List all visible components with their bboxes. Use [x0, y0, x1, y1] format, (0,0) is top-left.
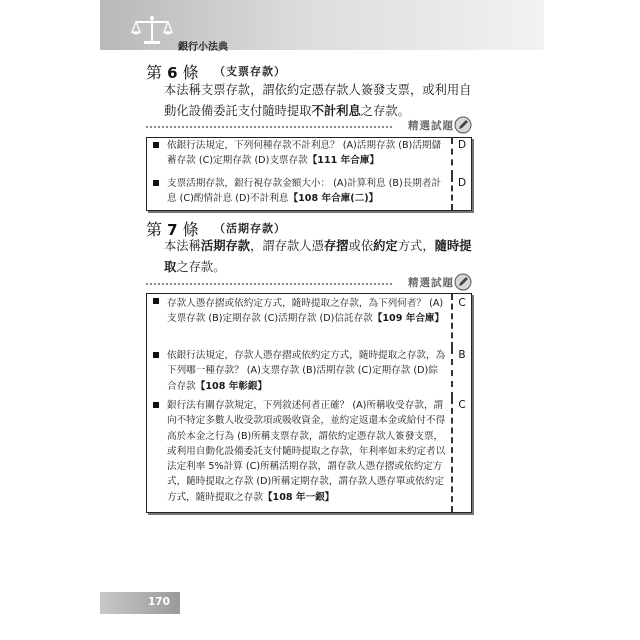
article-7-body-bold: 存摺	[323, 239, 349, 253]
article-7-body-text: 本法稱	[164, 239, 201, 253]
pencil-icon	[454, 116, 472, 134]
question-source: 【111 年合庫】	[307, 155, 380, 167]
question-body: 存款人憑存摺或依約定方式，隨時提取之存款，為下列何者？ (A)支票存款 (B)定期存款 (C)活期存款 (D)信託存款	[167, 298, 444, 325]
question-text	[147, 398, 451, 512]
article-7-prefix: 第	[146, 220, 163, 239]
article-7-question-box	[146, 293, 472, 513]
article-6-subtitle: （支票存款）	[214, 65, 286, 78]
question-source: 【108 年彰銀】	[195, 380, 268, 392]
question-text	[147, 294, 451, 348]
question-source: 【109 年合庫】	[372, 313, 445, 325]
article-7-badge: 精選試題	[408, 277, 454, 289]
question-row	[147, 398, 471, 512]
article-7-body-text: 或依	[348, 239, 374, 253]
question-text	[147, 138, 451, 176]
article-6-body-text-2: 之存款。	[360, 104, 410, 118]
article-6-suffix: 條	[182, 63, 199, 82]
answer-label: D	[451, 138, 471, 176]
question-source: 【108 年一銀】	[262, 491, 335, 503]
article-7-subtitle: （活期存款）	[214, 222, 286, 235]
pencil-icon	[454, 273, 472, 291]
article-7-body-text: 方式，	[397, 239, 435, 253]
article-6-body-bold: 不計利息	[311, 104, 361, 118]
article-6-badge-row	[146, 119, 472, 133]
header-title: 銀行小法典	[178, 42, 228, 53]
article-7-body-text: 之存款。	[176, 260, 226, 274]
article-7-body-bold: 隨時提取	[164, 239, 472, 274]
question-body: 依銀行法規定，下列何種存款不計利息？ (A)活期存款 (B)活期儲蓄存款 (C)定期存款 (D)支票存款	[167, 140, 442, 167]
article-7-suffix: 條	[182, 220, 199, 239]
article-6-prefix: 第	[146, 63, 163, 82]
dotted-divider	[146, 283, 392, 285]
article-7-body-text: ，謂存款人憑	[250, 239, 324, 253]
article-6-body-text-1: 本法稱支票存款，謂依約定憑存款人簽發支票，或利用自動化設備委託支付隨時提取	[164, 83, 472, 118]
question-body: 支票活期存款，銀行視存款金額大小： (A)計算利息 (B)長期者計息 (C)酌情計息 (D)不計利息	[167, 178, 442, 205]
article-6-body	[164, 80, 476, 122]
scale-icon	[130, 14, 174, 46]
question-source: 【108 年合庫(二)】	[288, 193, 379, 205]
question-row	[147, 176, 471, 210]
article-7-body-bold: 活期存款	[200, 239, 251, 253]
answer-label: C	[451, 294, 471, 348]
question-body: 銀行法有關存款規定，下列敘述何者正確？ (A)所稱收受存款，謂向不特定多數人收受款項或吸收資金，並約定返還本金或給付不得高於本金之行為 (B)所稱支票存款，謂依約定憑存款人簽發支票，或利用自動化設備委託支付隨時提取之存款，年利率如未約定者以法定利率 5%計算 (C)所稱活期存款，謂存款人憑存摺或依約定方式，隨時提取之存款 (D)所稱定期存款，謂存款人憑存單或依約定方式，隨時提取之存款	[167, 400, 446, 503]
question-text	[147, 176, 451, 210]
question-row	[147, 294, 471, 348]
answer-label: D	[451, 176, 471, 210]
answer-label: C	[451, 398, 471, 512]
page-number: 170	[148, 596, 170, 608]
article-7-badge-row	[146, 276, 472, 290]
dotted-divider	[146, 126, 392, 128]
article-7-body	[164, 236, 476, 278]
article-6-question-box	[146, 137, 472, 211]
article-6-number: 6	[167, 64, 178, 82]
answer-label: B	[451, 348, 471, 398]
article-7-number: 7	[167, 221, 178, 239]
question-body: 依銀行法規定，存款人憑存摺或依約定方式，隨時提取之存款，為下列哪一種存款？ (A)支票存款 (B)活期存款 (C)定期存款 (D)綜合存款	[167, 350, 446, 392]
article-7-body-bold: 約定	[373, 239, 398, 253]
question-text	[147, 348, 451, 398]
question-row	[147, 348, 471, 398]
question-row	[147, 138, 471, 176]
article-6-badge: 精選試題	[408, 120, 454, 132]
